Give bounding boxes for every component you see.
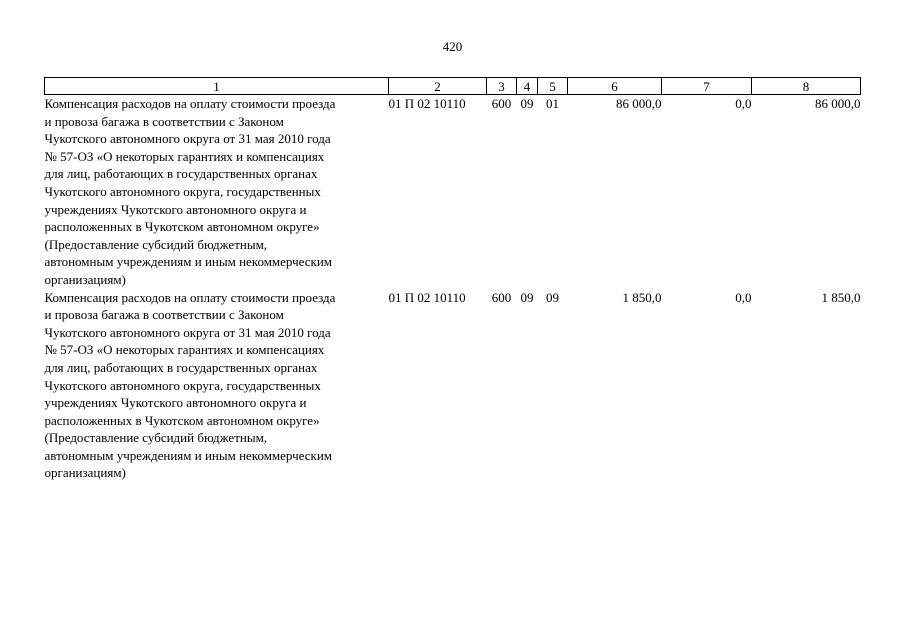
header-col-8: 8 (752, 78, 861, 95)
header-col-3: 3 (487, 78, 517, 95)
row-name-line: Компенсация расходов на оплату стоимости проезда (44, 289, 336, 305)
budget-table (44, 77, 861, 482)
row-name-line: (Предоставление субсидий бюджетным, (44, 430, 268, 446)
header-row (45, 78, 861, 95)
header-col-2: 2 (389, 78, 487, 95)
row-csr-code: 01 П 02 10110 (388, 289, 466, 305)
row-name-line: для лиц, работающих в государственных органах (44, 166, 318, 182)
row-name-line: Компенсация расходов на оплату стоимости проезда (44, 96, 336, 111)
row-total-amount: 1 850,0 (622, 289, 662, 305)
page-number: 420 (442, 39, 463, 54)
row-name-line: автономным учреждениям и иным некоммерческим (44, 447, 333, 463)
header-col-4: 4 (517, 78, 538, 95)
row-name-line: организациям) (44, 465, 126, 481)
row-name-line: учреждениях Чукотского автономного округа и (44, 395, 307, 411)
row-name-line: автономным учреждениям и иным некоммерческим (44, 254, 333, 270)
row-vr-code: 600 (491, 289, 512, 305)
row-name-line: организациям) (44, 271, 126, 287)
header-col-6: 6 (568, 78, 662, 95)
row-name-line: Чукотского автономного округа, государственных (44, 377, 321, 393)
row-name-line: (Предоставление субсидий бюджетным, (44, 236, 268, 252)
row-pr-code: 01 (546, 96, 559, 111)
row-regional-amount: 1 850,0 (821, 289, 861, 305)
row-rz-code: 09 (520, 289, 534, 305)
row-name-line: № 57-ОЗ «О некоторых гарантиях и компенсациях (44, 342, 325, 358)
table-row (45, 289, 861, 483)
row-name (45, 95, 389, 289)
table-row (45, 95, 861, 289)
row-federal-amount: 0,0 (735, 289, 752, 305)
header-col-7: 7 (662, 78, 752, 95)
row-name (45, 289, 389, 483)
row-name-line: и провоза багажа в соответствии с Законом (44, 307, 284, 323)
row-name-line: № 57-ОЗ «О некоторых гарантиях и компенсациях (44, 148, 325, 164)
row-federal-amount: 0,0 (735, 96, 752, 111)
row-name-line: для лиц, работающих в государственных органах (44, 359, 318, 375)
row-total-amount: 86 000,0 (616, 96, 662, 111)
header-col-5: 5 (538, 78, 568, 95)
row-name-line: Чукотского автономного округа от 31 мая 2010 года (44, 131, 331, 147)
header-col-1: 1 (45, 78, 389, 95)
row-vr-code: 600 (491, 96, 512, 111)
row-rz-code: 09 (520, 96, 534, 111)
row-regional-amount: 86 000,0 (815, 96, 861, 111)
row-name-line: расположенных в Чукотском автономном округе» (44, 412, 320, 428)
row-name-line: расположенных в Чукотском автономном округе» (44, 219, 320, 235)
row-csr-code: 01 П 02 10110 (388, 96, 466, 111)
row-pr-code: 09 (546, 289, 559, 305)
row-name-line: Чукотского автономного округа, государственных (44, 183, 321, 199)
row-name-line: Чукотского автономного округа от 31 мая 2010 года (44, 324, 331, 340)
row-name-line: учреждениях Чукотского автономного округа и (44, 201, 307, 217)
row-name-line: и провоза багажа в соответствии с Законом (44, 113, 284, 129)
